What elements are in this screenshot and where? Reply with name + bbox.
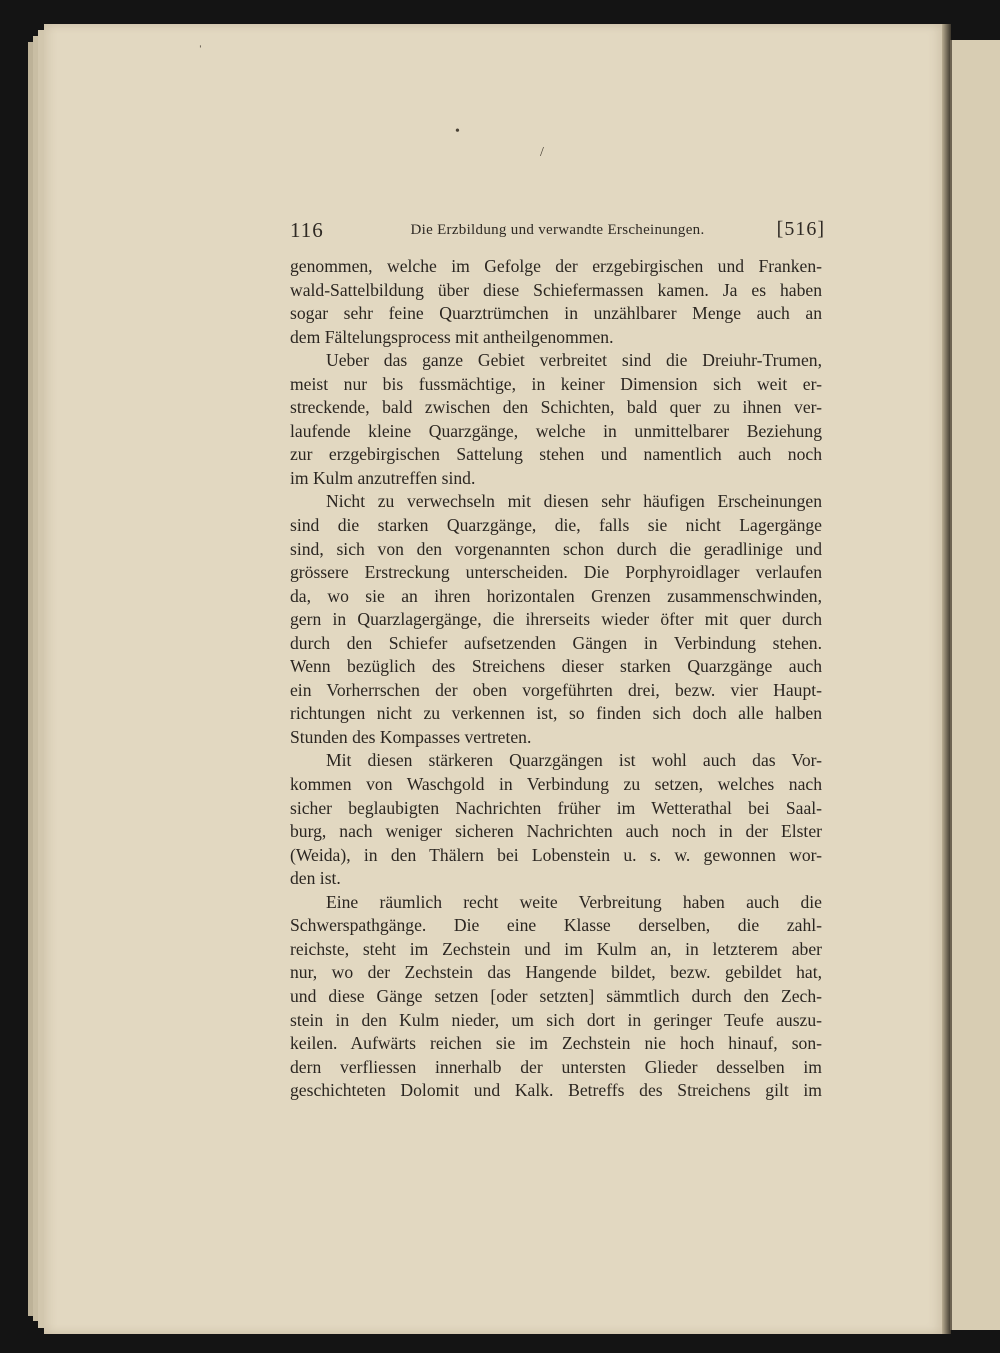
text-line: nur, wo der Zechstein das Hangende bildet, bezw. gebildet hat, bbox=[290, 962, 822, 983]
text-line: Nicht zu verwechseln mit diesen sehr häufigen Erscheinungen bbox=[326, 491, 822, 512]
text-line: richtungen nicht zu verkennen ist, so finden sich doch alle halben bbox=[290, 703, 822, 724]
text-line: Schwerspathgänge. Die eine Klasse derselben, die zahl- bbox=[290, 915, 822, 936]
text-line: Ueber das ganze Gebiet verbreitet sind die Dreiuhr-Trumen, bbox=[326, 350, 822, 371]
page-reference: [516] bbox=[776, 218, 825, 240]
text-line: wald-Sattelbildung über diese Schiefermassen kamen. Ja es haben bbox=[290, 279, 822, 300]
text-line: durch den Schiefer aufsetzenden Gängen in Verbindung stehen. bbox=[290, 632, 822, 653]
text-line: zur erzgebirgischen Sattelung stehen und namentlich auch noch bbox=[290, 444, 822, 465]
text-line: keilen. Aufwärts reichen sie im Zechstein nie hoch hinauf, son- bbox=[290, 1033, 822, 1054]
text-line: ein Vorherrschen der oben vorgeführten drei, bezw. vier Haupt- bbox=[290, 679, 822, 700]
text-line: stein in den Kulm nieder, um sich dort in geringer Teufe auszu- bbox=[290, 1009, 822, 1030]
text-line: sind die starken Quarzgänge, die, falls sie nicht Lagergänge bbox=[290, 515, 822, 536]
text-line: Wenn bezüglich des Streichens dieser starken Quarzgänge auch bbox=[290, 656, 822, 677]
text-line: laufende kleine Quarzgänge, welche in unmittelbarer Beziehung bbox=[290, 420, 822, 441]
text-line: den ist. bbox=[290, 868, 341, 889]
page-header bbox=[290, 218, 825, 248]
text-line: dern verfliessen innerhalb der untersten Glieder desselben im bbox=[290, 1056, 822, 1077]
text-line: und diese Gänge setzen [oder setzten] sämmtlich durch den Zech- bbox=[290, 985, 822, 1006]
text-line: Stunden des Kompasses vertreten. bbox=[290, 726, 532, 747]
paper-speck: ˈ bbox=[198, 44, 203, 59]
text-line: Eine räumlich recht weite Verbreitung haben auch die bbox=[326, 891, 822, 912]
text-line: dem Fältelungsprocess mit antheilgenommen. bbox=[290, 326, 614, 347]
text-line: im Kulm anzutreffen sind. bbox=[290, 467, 476, 488]
paper-speck: / bbox=[540, 145, 544, 160]
text-line: streckende, bald zwischen den Schichten, bald quer zu ihnen ver- bbox=[290, 397, 822, 418]
text-line: meist nur bis fussmächtige, in keiner Dimension sich weit er- bbox=[290, 373, 822, 394]
text-line: (Weida), in den Thälern bei Lobenstein u. s. w. gewonnen wor- bbox=[290, 844, 822, 865]
body-text bbox=[290, 255, 822, 1103]
text-line: Mit diesen stärkeren Quarzgängen ist wohl auch das Vor- bbox=[326, 750, 822, 771]
paper-speck: • bbox=[455, 124, 460, 139]
text-line: gern in Quarzlagergänge, die ihrerseits wieder öfter mit quer durch bbox=[290, 609, 822, 630]
text-line: da, wo sie an ihren horizontalen Grenzen zusammenschwinden, bbox=[290, 585, 822, 606]
text-line: reichste, steht im Zechstein und im Kulm an, in letzterem aber bbox=[290, 938, 822, 959]
running-title: Die Erzbildung und verwandte Erscheinungen. bbox=[410, 222, 705, 238]
text-line: grössere Erstreckung unterscheiden. Die Porphyroidlager verlaufen bbox=[290, 562, 822, 583]
text-line: sogar sehr feine Quarztrümchen in unzählbarer Menge auch an bbox=[290, 303, 822, 324]
page-number: 116 bbox=[290, 218, 324, 242]
text-line: genommen, welche im Gefolge der erzgebirgischen und Franken- bbox=[290, 256, 822, 276]
text-line: geschichteten Dolomit und Kalk. Betreffs des Streichens gilt im bbox=[290, 1080, 822, 1101]
text-line: kommen von Waschgold in Verbindung zu setzen, welches nach bbox=[290, 774, 822, 795]
text-line: sicher beglaubigten Nachrichten früher im Wetterathal bei Saal- bbox=[290, 797, 822, 818]
facing-page-edge bbox=[950, 40, 1000, 1330]
text-line: sind, sich von den vorgenannten schon durch die geradlinige und bbox=[290, 538, 822, 559]
text-line: burg, nach weniger sicheren Nachrichten auch noch in der Elster bbox=[290, 821, 822, 842]
